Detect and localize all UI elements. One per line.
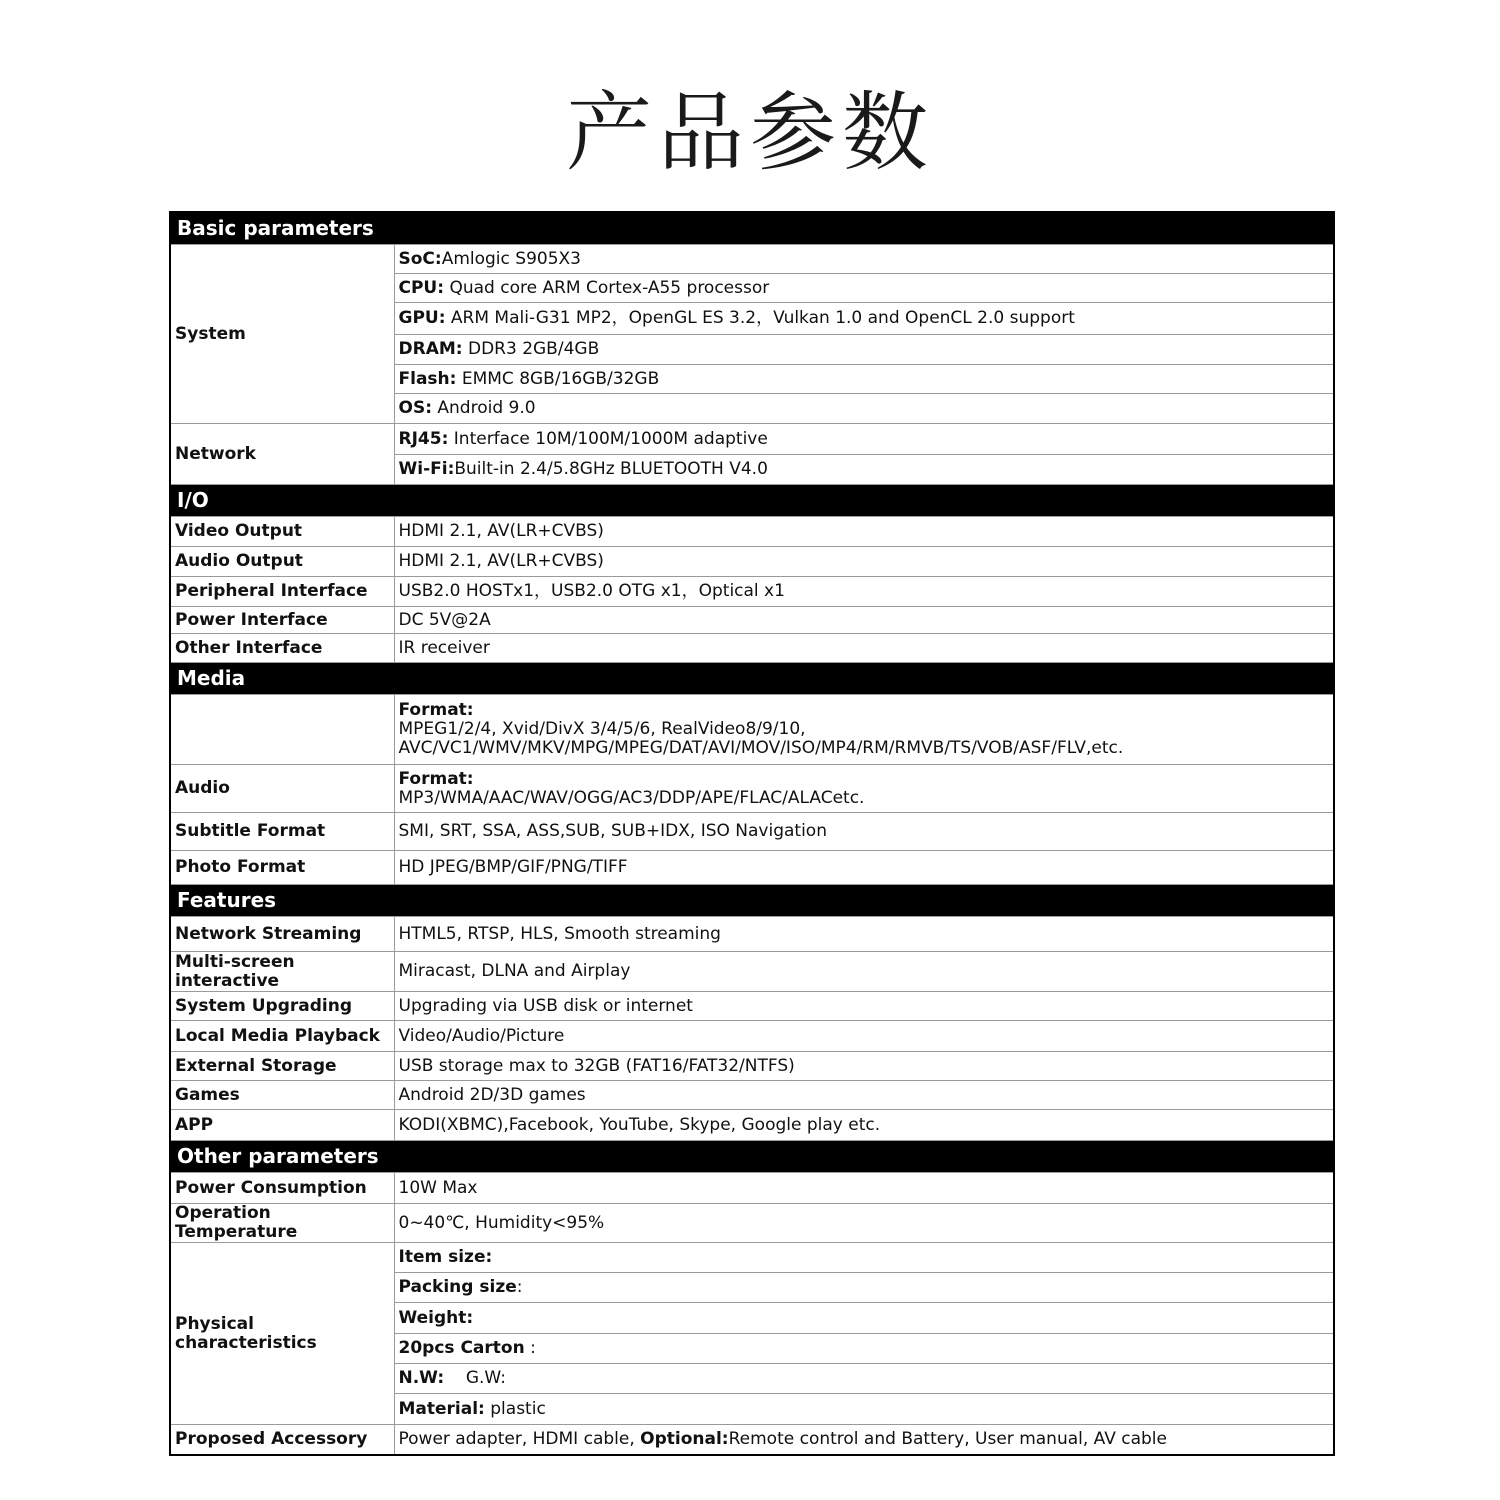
spec-key: SoC:: [398, 248, 442, 269]
spec-text: EMMC 8GB/16GB/32GB: [456, 368, 660, 389]
spec-value-os: [394, 394, 1334, 424]
section-header-media: [170, 663, 1334, 695]
spec-value-soc: [394, 245, 1334, 274]
spec-value-cpu: [394, 274, 1334, 303]
spec-value-weight: [394, 1303, 1334, 1334]
spec-value: USB2.0 HOSTx1，USB2.0 OTG x1，Optical x1: [394, 577, 1334, 607]
spec-value: HDMI 2.1, AV(LR+CVBS): [394, 517, 1334, 547]
spec-label: Operation Temperature: [170, 1204, 394, 1243]
spec-text: MPEG1/2/4, Xvid/DivX 3/4/5/6, RealVideo8/9/10,: [398, 719, 806, 739]
spec-label: Audio Output: [170, 547, 394, 577]
spec-row: [170, 607, 1334, 634]
spec-value-rj45: [394, 424, 1334, 455]
spec-label: External Storage: [170, 1052, 394, 1081]
spec-text: G.W:: [444, 1368, 506, 1388]
spec-value-weights: [394, 1364, 1334, 1394]
spec-label-system: System: [170, 245, 394, 424]
section-title: Media: [170, 663, 1334, 695]
spec-key: OS:: [398, 398, 432, 418]
spec-label: Subtitle Format: [170, 813, 394, 851]
spec-value: 0~40℃, Humidity<95%: [394, 1204, 1334, 1243]
spec-text: AVC/VC1/WMV/MKV/MPG/MPEG/DAT/AVI/MOV/ISO/MP4/RM/RMVB/TS/VOB/ASF/FLV,etc.: [398, 738, 1124, 758]
spec-row: [170, 547, 1334, 577]
spec-text: Power adapter, HDMI cable,: [398, 1428, 641, 1449]
spec-label-audio: Audio: [170, 765, 394, 813]
spec-key: CPU:: [398, 277, 445, 298]
spec-key: Weight:: [398, 1307, 474, 1328]
section-header-other: [170, 1141, 1334, 1173]
spec-value: HDMI 2.1, AV(LR+CVBS): [394, 547, 1334, 577]
spec-key: GPU:: [398, 308, 446, 328]
spec-row: [170, 1081, 1334, 1110]
section-title: Other parameters: [170, 1141, 1334, 1173]
spec-value: IR receiver: [394, 634, 1334, 663]
spec-text: Interface 10M/100M/1000M adaptive: [448, 428, 768, 449]
spec-value: SMI, SRT, SSA, ASS,SUB, SUB+IDX, ISO Navigation: [394, 813, 1334, 851]
spec-key: RJ45:: [398, 428, 449, 449]
page-title: 产品参数: [566, 83, 934, 183]
spec-label: Photo Format: [170, 851, 394, 885]
spec-value: Upgrading via USB disk or internet: [394, 992, 1334, 1021]
spec-row: [170, 1425, 1334, 1455]
spec-key: Flash:: [398, 368, 457, 389]
spec-value: Miracast, DLNA and Airplay: [394, 952, 1334, 992]
spec-key: Material:: [398, 1398, 485, 1419]
spec-text: Built-in 2.4/5.8GHz BLUETOOTH V4.0: [454, 459, 768, 479]
spec-row: [170, 634, 1334, 663]
spec-key: 20pcs Carton: [398, 1338, 525, 1358]
spec-key: Wi-Fi:: [398, 459, 455, 479]
spec-text: plastic: [484, 1398, 546, 1419]
spec-row: [170, 765, 1334, 813]
spec-row: [170, 424, 1334, 455]
spec-label: Multi-screen interactive: [170, 952, 394, 992]
section-title: Basic parameters: [170, 212, 1334, 245]
spec-row: [170, 1110, 1334, 1141]
spec-label: Power Interface: [170, 607, 394, 634]
spec-label: Proposed Accessory: [170, 1425, 394, 1455]
spec-value: USB storage max to 32GB (FAT16/FAT32/NTFS): [394, 1052, 1334, 1081]
spec-row: [170, 1243, 1334, 1273]
spec-label: Local Media Playback: [170, 1021, 394, 1052]
spec-label: Network Streaming: [170, 917, 394, 952]
spec-row: [170, 952, 1334, 992]
spec-text: ARM Mali-G31 MP2，OpenGL ES 3.2，Vulkan 1.0 and OpenCL 2.0 support: [445, 308, 1075, 328]
spec-value-material: [394, 1394, 1334, 1425]
spec-text: DDR3 2GB/4GB: [462, 339, 600, 359]
spec-row: [170, 517, 1334, 547]
spec-label: Peripheral Interface: [170, 577, 394, 607]
section-header-io: [170, 485, 1334, 517]
spec-value-gpu: [394, 303, 1334, 335]
spec-row: [170, 245, 1334, 274]
spec-label: Other Interface: [170, 634, 394, 663]
spec-key: Item size:: [398, 1247, 493, 1267]
spec-row: [170, 577, 1334, 607]
spec-key: DRAM:: [398, 339, 463, 359]
section-title: I/O: [170, 485, 1334, 517]
spec-row: [170, 813, 1334, 851]
spec-value-audio-format: [394, 765, 1334, 813]
spec-text: Remote control and Battery, User manual, AV cable: [728, 1428, 1167, 1449]
spec-value: HTML5, RTSP, HLS, Smooth streaming: [394, 917, 1334, 952]
spec-value: DC 5V@2A: [394, 607, 1334, 634]
spec-label: Games: [170, 1081, 394, 1110]
spec-label: System Upgrading: [170, 992, 394, 1021]
spec-row: [170, 695, 1334, 765]
spec-key: Format:: [398, 700, 474, 720]
spec-value: Android 2D/3D games: [394, 1081, 1334, 1110]
spec-text: :: [524, 1338, 536, 1358]
spec-text: Android 9.0: [432, 398, 536, 418]
spec-value: KODI(XBMC),Facebook, YouTube, Skype, Google play etc.: [394, 1110, 1334, 1141]
spec-label: Power Consumption: [170, 1173, 394, 1204]
spec-value-video-format: [394, 695, 1334, 765]
spec-value-packing: [394, 1273, 1334, 1303]
spec-row: [170, 1052, 1334, 1081]
spec-value-carton: [394, 1334, 1334, 1364]
spec-label: Video Output: [170, 517, 394, 547]
spec-key: Packing size: [398, 1277, 517, 1297]
spec-row: [170, 851, 1334, 885]
spec-text: Quad core ARM Cortex-A55 processor: [444, 277, 770, 298]
spec-value-item-size: [394, 1243, 1334, 1273]
spec-text: :: [516, 1277, 523, 1297]
spec-text: MP3/WMA/AAC/WAV/OGG/AC3/DDP/APE/FLAC/ALACetc.: [398, 787, 865, 808]
spec-table: [169, 211, 1335, 1456]
spec-row: [170, 1173, 1334, 1204]
spec-label-physical: Physical characteristics: [170, 1243, 394, 1425]
spec-row: [170, 1021, 1334, 1052]
spec-text: Amlogic S905X3: [441, 248, 581, 269]
spec-value-dram: [394, 335, 1334, 365]
spec-row: [170, 992, 1334, 1021]
spec-key: Format:: [398, 768, 474, 789]
spec-key: N.W:: [398, 1368, 445, 1388]
section-header-features: [170, 885, 1334, 917]
spec-row: [170, 1204, 1334, 1243]
spec-value: HD JPEG/BMP/GIF/PNG/TIFF: [394, 851, 1334, 885]
section-header-basic: [170, 212, 1334, 245]
spec-value-wifi: [394, 455, 1334, 485]
section-title: Features: [170, 885, 1334, 917]
spec-row: [170, 917, 1334, 952]
spec-value-flash: [394, 365, 1334, 394]
spec-value-accessory: [394, 1425, 1334, 1455]
spec-label: APP: [170, 1110, 394, 1141]
spec-value: Video/Audio/Picture: [394, 1021, 1334, 1052]
spec-label-network: Network: [170, 424, 394, 485]
spec-label-video: [170, 695, 394, 765]
spec-value: 10W Max: [394, 1173, 1334, 1204]
spec-key: Optional:: [640, 1428, 729, 1449]
